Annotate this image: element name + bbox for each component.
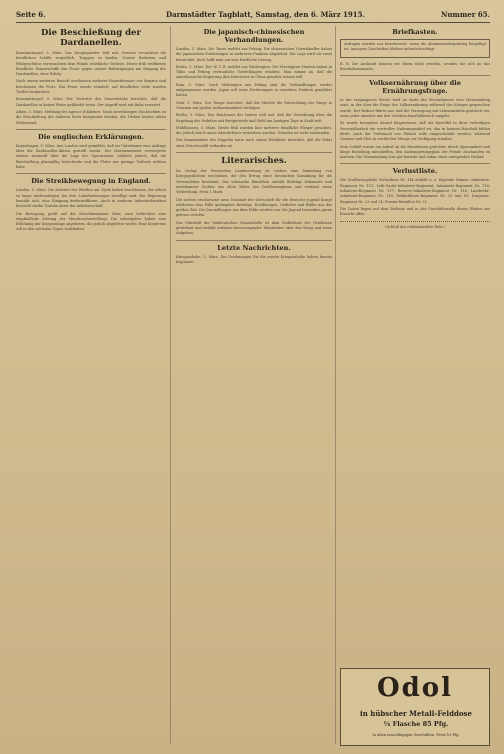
article-paragraph: Kopenhagen, 5. März. Aus London wird gemeldet, daß im Unterhause eine Anfrage über die Dardanellen-Aktion gestellt wurde. Der Marineminister verweigerte nähere Auskunft über die Lage der Operationen, erklärte jedoch, daß die Beschießung planmäßig fortschreite und die Flotte nur geringe Verluste erlitten habe. xyxy=(16,143,166,170)
article-paragraph: Konstantinopel, 5. März. Der Vertreter des Generalstabs berichtet, daß die Dardanellen in keiner Weise gefährdet seien. Der Angriff wird mit Ruhe erwartet. xyxy=(16,97,166,107)
article-paragraph: R. B. Die Auskunft können wir Ihnen nicht erteilen, wenden Sie sich an das Bezirkskommando. xyxy=(340,61,490,71)
notice-box xyxy=(340,39,490,58)
article-headline: Literarisches. xyxy=(221,156,287,167)
article-headline: Die englischen Erklärungen. xyxy=(38,132,144,141)
section-rule xyxy=(340,163,490,164)
odol-advertisement xyxy=(340,668,490,746)
article-paragraph: Die Bewegung greift auf die Maschinenbauer über; man befürchtet eine empfindliche Störung der Munitionsherstellung. Die Arbeitgeber haben eine Erhöhung der Kriegszulage angeboten, die jedoch abgelehnt wurde. Eine Konferenz soll in den nächsten Tagen stattfinden. xyxy=(16,211,166,232)
article-paragraph: Die soeben erschienene neue Nummer der Zeitschrift für die deutsche Jugend bringt wiederum eine Fülle gediegener Beiträge, Erzählungen, Gedichte und Bilder aus der großen Zeit. Die Darstellungen aus dem Felde werden von der Jugend besonders gerne gelesen werden. xyxy=(176,197,332,218)
article-paragraph: Rom, 5. März. Nach Meldungen aus Peking sind die Verhandlungen wieder aufgenommen worden. Japan soll seine Forderungen in einzelnen Punkten gemildert haben. xyxy=(176,82,332,98)
article-paragraph: Berlin, 5. März. Der W. T. B. meldet aus Washington: Die Vereinigten Staaten haben in Tokio und Peking vertrauliche Vorstellungen erhoben. Man nimmt an, daß die amerikanische Regierung ihre Interessen in China gewahrt wissen will. xyxy=(176,64,332,80)
editorial-end-note: (Schluß des redaktionellen Teils.) xyxy=(385,224,445,229)
ad-availability: In allen einschlägigen Geschäften. Preis 10 Pfg. xyxy=(372,733,460,737)
article-paragraph: Berlin, 5. März. Das Reichsamt des Innern teilt mit, daß die Verordnung über die Regelung des Verkehrs mit Brotgetreide und Mehl am heutigen Tage in Kraft tritt. xyxy=(176,113,332,123)
article-paragraph: Konstantinopel, 5. März. Das Hauptquartier teilt mit: Gestern versuchten die feindlichen Schiffe vergeblich, Truppen zu landen. Unsere Batterien und Feldgeschütze verursachten dem Feinde erhebliche Verluste. Heute früh eröffneten feindliche Panzerschiffe das Feuer gegen unsere Befestigungen am Eingang der Dardanellen, ohne Erfolg. xyxy=(16,51,166,77)
article-headline: Verlustliste. xyxy=(392,167,438,176)
article-paragraph: Kriegsanleihe, 5. März. Die Zeichnungen für die zweite Kriegsanleihe haben bereits begonnen. xyxy=(176,254,332,264)
article-headline: Letzte Nachrichten. xyxy=(217,243,291,252)
ad-brand-name: Odol xyxy=(376,673,454,703)
masthead-line: Darmstädter Tagblatt, Samstag, den 6. März 1915. xyxy=(166,10,365,19)
dotted-rule xyxy=(340,221,490,222)
article-paragraph: Der Kommandant des Zeppelin hatte nach seiner Rückkehr berichtet, daß die Fahrt ohne Zwischenfall verlaufen sei. xyxy=(176,138,332,148)
article-paragraph: In der vergangenen Woche fand im Saale des Vereinshauses eine Versammlung statt, in der über die Frage der Volksernährung während des Krieges gesprochen wurde. Der Redner führte aus, daß die Versorgung mit Lebensmitteln gesichert sei, wenn jeder einzelne mit den Vorräten haushälterisch umgehe. xyxy=(340,98,490,119)
section-headline: Briefkasten. xyxy=(392,28,438,36)
page-header xyxy=(16,8,490,23)
ad-price: ¼ Flasche 85 Pfg. xyxy=(383,720,449,728)
article-headline: Die japanisch-chinesischen Verhandlungen. xyxy=(203,28,305,44)
article-paragraph: Das Märzheft der Süddeutschen Monatshefte ist dem Gedächtnis der Gefallenen gewidmet und enthält Aufsätze hervorragender Mitarbeiter über den Krieg und seine Aufgaben. xyxy=(176,220,332,236)
article-paragraph: Die Listen liegen auf dem Rathaus und in der Geschäftsstelle dieses Blattes zur Einsicht offen. xyxy=(340,206,490,217)
article-paragraph: Die Großherzogliche Verlustliste Nr. 144 enthält u. a. folgende Namen: Infanterie-Regiment Nr. 115, Leib-Garde-Infanterie-Regiment; Infanterie-Regiment Nr. 116; Infanterie-Regiment Nr. 117; Reserve-Infanterie-Regiment Nr. 116; Landwehr-Infanterie-Regiment Nr. 118; Feldartillerie-Regiment Nr. 25 und 61; Dragoner-Regiment Nr. 23 und 24; Pionier-Bataillon Nr. 21. xyxy=(340,178,490,204)
article-headline: Die Streikbewegung in England. xyxy=(31,177,151,186)
article-paragraph: Es wurde besonders darauf hingewiesen, daß die Kartoffel in ihrer vielseitigen Verwendbarkeit ein wertvolles Nahrungsmittel sei, das in keinem Haushalt fehlen dürfe. Auch der Verbrauch von Fleisch solle eingeschränkt werden, während Gemüse und Obst in reichlicher Menge zur Verfügung stünden. xyxy=(340,121,490,142)
issue-number: Nummer 65. xyxy=(440,10,490,19)
section-rule xyxy=(176,152,332,153)
article-paragraph: Zum Schluß wurde ein Aufruf an die Hausfrauen gerichtet, durch Sparsamkeit und kluge Einteilung mitzuhelfen, den Aushungerungsplan der Feinde zuschanden zu machen. Die Versammlung war gut besucht und nahm einen anregenden Verlauf. xyxy=(340,144,490,160)
page-number: Seite 6. xyxy=(16,10,46,19)
section-rule xyxy=(16,173,166,174)
article-paragraph: Athen, 5. März. Meldung der Agence d'Athènes: Nach zuverlässigen Nachrichten ist die Beschießung der äußeren Forts fortgesetzt worden; die Türken leisten zähen Widerstand. xyxy=(16,109,166,125)
article-paragraph: Nach einem weiteren Bericht erschienen mehrere Panzerkreuzer vor Smyrna und beschossen die Forts. Das Feuer wurde erwidert; auf feindlicher Seite wurden Treffer beobachtet. xyxy=(16,79,166,95)
article-paragraph: London, 5. März. Die Arbeiter der Werften am Clyde haben beschlossen, die Arbeit so lange niederzulegen, bis ihre Lohnforderungen bewilligt sind. Die Regierung bemüht sich, eine Einigung herbeizuführen. Auch in anderen Industriebezirken herrscht starke Unruhe unter der Arbeiterschaft. xyxy=(16,188,166,209)
article-headline: Die Beschießung der Dardanellen. xyxy=(41,28,141,48)
section-rule xyxy=(176,240,332,241)
notice-text: Anfragen werden nur beantwortet, wenn die Abonnementsquittung beigefügt ist. Anonyme Zuschriften bleiben unberücksichtigt. xyxy=(344,42,486,52)
article-headline: Volksernährung über die Ernährungsfrage. xyxy=(369,79,461,96)
column-1 xyxy=(16,26,166,235)
column-divider xyxy=(335,26,336,744)
column-2 xyxy=(176,26,332,267)
column-3 xyxy=(340,26,490,232)
column-divider xyxy=(170,26,171,744)
ad-tagline: in hübscher Metall-Felddose xyxy=(360,709,472,718)
article-paragraph: Mühlhausen, 5. März. Heute früh wurden hier mehrere feindliche Flieger gesichtet, die jedoch durch unser Abwehrfeuer vertrieben wurden. Schaden ist nicht entstanden. xyxy=(176,125,332,136)
article-paragraph: London, 5. März. Die Times meldet aus Peking: Die chinesischen Unterhändler haben die japanischen Forderungen in mehreren Punkten abgelehnt. Die Lage wird als ernst betrachtet, doch hofft man auf eine friedliche Lösung. xyxy=(176,47,332,62)
article-paragraph: Genf, 5. März. Der Temps berichtet, daß die Mächte die Entwicklung der Dinge in Ostasien mit großer Aufmerksamkeit verfolgen. xyxy=(176,100,332,110)
section-rule xyxy=(16,129,166,130)
article-paragraph: Im Verlag der Hessischen Landeszeitung ist soeben eine Sammlung von Kriegsgedichten erschienen, die den Ertrag einer hessischen Sammlung für die Verwundeten bestimmt. Das schmucke Bändchen enthält Beiträge bekannter und unbekannter Dichter aus allen Teilen des Großherzogtums und verdient weite Verbreitung. Preis 1 Mark. xyxy=(176,169,332,195)
section-rule xyxy=(340,75,490,76)
